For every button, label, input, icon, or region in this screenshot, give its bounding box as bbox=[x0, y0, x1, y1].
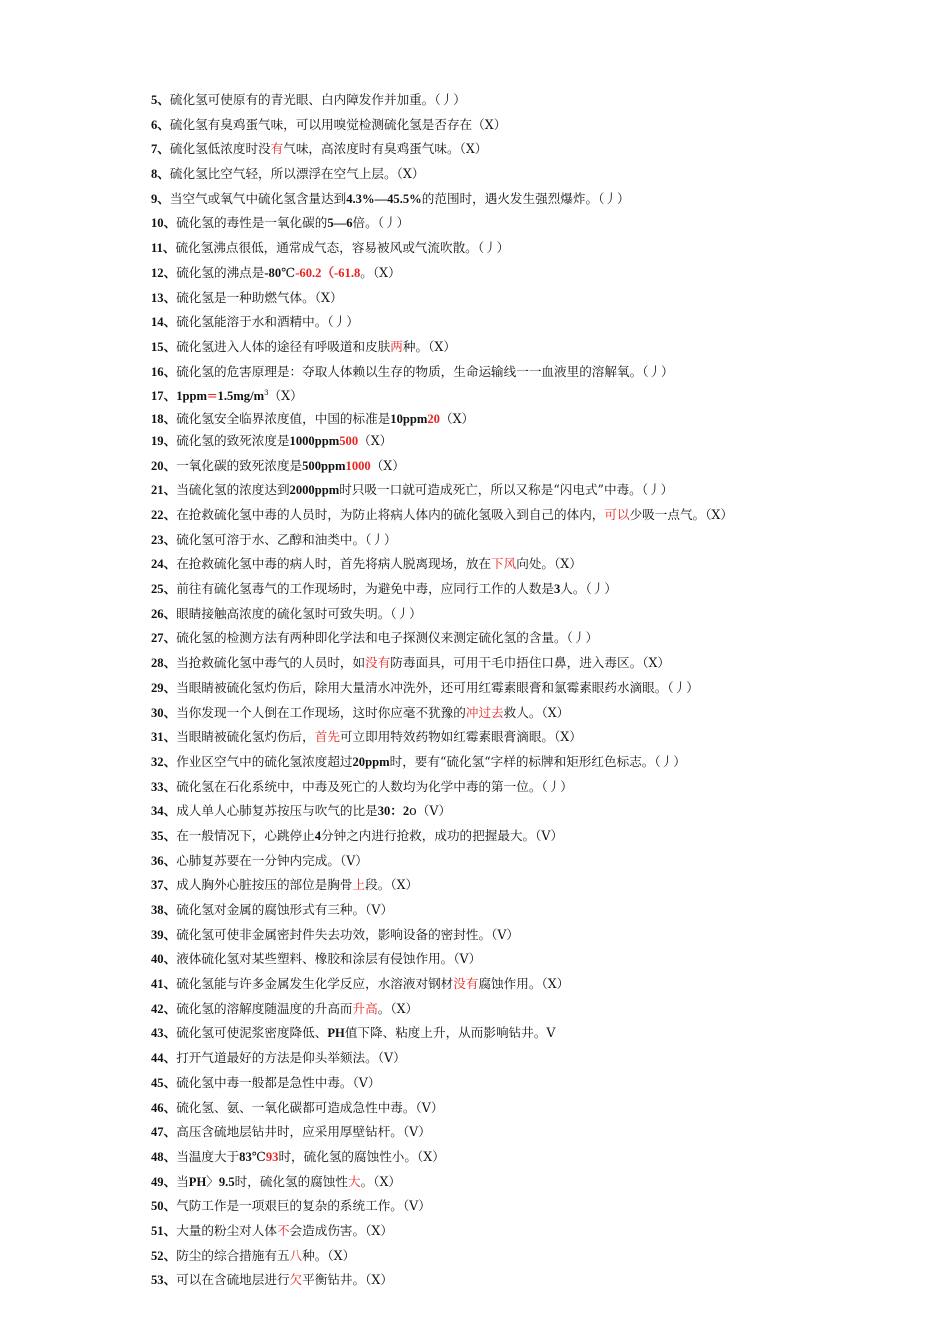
number-separator: 、 bbox=[163, 290, 177, 305]
question-item bbox=[151, 1071, 931, 1096]
question-number: 51 bbox=[151, 1223, 164, 1238]
correction-text: 冲过去 bbox=[465, 704, 504, 720]
question-number: 13 bbox=[151, 290, 164, 305]
question-text: 在一般情况下，心跳停止 bbox=[176, 827, 315, 843]
question-text: 会造成伤害。（X） bbox=[289, 1222, 393, 1238]
question-item bbox=[151, 384, 931, 409]
correction-text: 可以 bbox=[604, 507, 630, 522]
question-item bbox=[151, 750, 931, 775]
question-item bbox=[151, 997, 931, 1022]
question-text: 的范围时，遇火发生强烈爆炸。（丿） bbox=[421, 190, 630, 206]
number-separator: 、 bbox=[163, 339, 177, 354]
number-separator: 、 bbox=[163, 265, 177, 280]
question-text: （X） bbox=[370, 457, 405, 473]
question-number: 42 bbox=[151, 1001, 164, 1016]
question-text: 30：2 bbox=[377, 804, 410, 819]
question-text: 硫化氢在石化系统中，中毒及死亡的人数均为化学中毒的第一位。（丿） bbox=[176, 778, 573, 794]
question-text: 83 bbox=[239, 1149, 252, 1164]
question-item bbox=[151, 478, 931, 503]
question-number: 27 bbox=[151, 631, 164, 646]
question-text: 硫化氢中毒一般都是急性中毒。（V） bbox=[176, 1074, 381, 1090]
question-text: ℃ bbox=[281, 264, 296, 280]
question-item bbox=[151, 602, 931, 627]
question-item bbox=[151, 824, 931, 849]
number-separator: 、 bbox=[163, 927, 177, 942]
question-text: 。（X） bbox=[377, 1000, 419, 1016]
question-text: 硫化氢进入人体的途径有呼吸道和皮肤 bbox=[176, 338, 391, 354]
question-item bbox=[151, 187, 931, 212]
number-separator: 、 bbox=[163, 631, 177, 646]
question-number: 24 bbox=[151, 557, 164, 572]
question-text: 心肺复苏要在一分钟内完成。（V） bbox=[176, 852, 368, 868]
question-item bbox=[151, 1194, 931, 1219]
question-text: 当空气或氧气中硫化氢含量达到 bbox=[169, 190, 347, 206]
question-item bbox=[151, 310, 931, 335]
number-separator: 、 bbox=[163, 656, 177, 671]
question-text: 硫化氢可溶于水、乙醇和油类中。（丿） bbox=[176, 531, 397, 547]
question-number: 8 bbox=[151, 167, 158, 182]
number-separator: 、 bbox=[163, 433, 177, 448]
question-text: 人。（丿） bbox=[560, 581, 617, 597]
question-number: 21 bbox=[151, 483, 164, 498]
question-list bbox=[151, 88, 931, 1293]
question-item bbox=[151, 360, 931, 385]
question-text: 1000ppm bbox=[289, 433, 340, 448]
number-separator: 、 bbox=[162, 241, 176, 256]
question-text: 。（X） bbox=[360, 1173, 402, 1189]
question-text: 当你发现一个人倒在工作现场，这时你应毫不犹豫的 bbox=[176, 704, 466, 720]
question-number: 23 bbox=[151, 532, 164, 547]
question-text: 当眼睛被硫化氢灼伤后， bbox=[176, 729, 315, 745]
question-text: 前往有硫化氢毒气的工作现场时，为避免中毒，应同行工作的人数是 bbox=[176, 581, 554, 597]
number-separator: 、 bbox=[163, 804, 177, 819]
number-separator: 、 bbox=[163, 779, 177, 794]
number-separator: 、 bbox=[163, 389, 177, 404]
question-text: 10ppm bbox=[390, 411, 428, 426]
question-number: 7 bbox=[151, 142, 158, 157]
question-text: 硫化氢的毒性是一氧化碳的 bbox=[176, 215, 328, 231]
question-item bbox=[151, 113, 931, 138]
question-text: 大量的粉尘对人体 bbox=[176, 1222, 277, 1238]
question-number: 33 bbox=[151, 779, 164, 794]
question-item bbox=[151, 849, 931, 874]
correction-text: 有 bbox=[270, 141, 284, 157]
question-number: 20 bbox=[151, 458, 164, 473]
question-text: 时，硫化氢的腐蚀性 bbox=[234, 1173, 348, 1189]
question-number: 36 bbox=[151, 853, 164, 868]
question-text: 1ppm bbox=[176, 389, 207, 404]
number-separator: 、 bbox=[163, 557, 177, 572]
question-text: 值下降、粘度上升，从而影响钻井。V bbox=[344, 1025, 556, 1041]
number-separator: 、 bbox=[163, 680, 177, 695]
number-separator: 、 bbox=[163, 364, 177, 379]
question-number: 19 bbox=[151, 433, 164, 448]
question-text: 硫化氢是一种助燃气体。（X） bbox=[176, 289, 343, 305]
question-item bbox=[151, 552, 931, 577]
correction-text: = bbox=[206, 388, 218, 404]
number-separator: 、 bbox=[163, 754, 177, 769]
question-number: 40 bbox=[151, 952, 164, 967]
question-text: 硫化氢的致死浓度是 bbox=[176, 432, 290, 448]
question-text: 。（X） bbox=[360, 264, 401, 280]
correction-text: 八 bbox=[289, 1247, 303, 1263]
number-separator: 、 bbox=[163, 853, 177, 868]
question-text: ℃ bbox=[251, 1148, 266, 1164]
number-separator: 、 bbox=[163, 315, 177, 330]
question-item bbox=[151, 775, 931, 800]
question-number: 15 bbox=[151, 339, 164, 354]
question-text: 当硫化氢的浓度达到 bbox=[176, 482, 290, 498]
number-separator: 、 bbox=[163, 705, 177, 720]
number-separator: 、 bbox=[163, 1001, 177, 1016]
question-number: 37 bbox=[151, 878, 164, 893]
question-number: 35 bbox=[151, 828, 164, 843]
question-number: 14 bbox=[151, 315, 164, 330]
question-text: 时，要有“硫化氢“字样的标牌和矩形红色标志。（丿） bbox=[389, 753, 686, 769]
question-text: 硫化氢对金属的腐蚀形式有三种。（V） bbox=[176, 902, 394, 917]
question-text: 当眼睛被硫化氢灼伤后，除用大量清水冲洗外，还可用红霉素眼膏和氯霉素眼药水滴眼。（丿） bbox=[176, 679, 699, 695]
number-separator: 、 bbox=[163, 730, 177, 745]
question-text: 〉 bbox=[206, 1173, 219, 1189]
question-number: 17 bbox=[151, 389, 164, 404]
question-item bbox=[151, 1219, 931, 1244]
question-text: PH bbox=[327, 1026, 345, 1041]
question-number: 34 bbox=[151, 804, 164, 819]
question-text: 种。（X） bbox=[302, 1247, 356, 1263]
question-item bbox=[151, 88, 931, 113]
number-separator: 、 bbox=[163, 1125, 177, 1140]
question-item bbox=[151, 972, 931, 997]
question-text: 9.5 bbox=[218, 1174, 235, 1189]
correction-text: 下风 bbox=[491, 556, 517, 572]
number-separator: 、 bbox=[163, 508, 177, 522]
number-separator: 、 bbox=[163, 458, 177, 473]
question-text: 硫化氢安全临界浓度值，中国的标准是 bbox=[176, 410, 391, 426]
number-separator: 、 bbox=[157, 93, 170, 107]
question-item bbox=[151, 873, 931, 898]
question-number: 49 bbox=[151, 1174, 164, 1189]
correction-text: 首先 bbox=[314, 729, 340, 745]
question-item bbox=[151, 286, 931, 311]
question-text: 防毒面具，可用干毛巾捂住口鼻，进入毒区。（X） bbox=[390, 655, 671, 671]
question-text: 在抢救硫化氢中毒的人员时，为防止将病人体内的硫化氢吸入到自己的体内， bbox=[176, 507, 605, 522]
question-item bbox=[151, 528, 931, 553]
question-number: 44 bbox=[151, 1051, 164, 1066]
number-separator: 、 bbox=[163, 1199, 177, 1214]
number-separator: 、 bbox=[163, 1273, 177, 1288]
question-text: 救人。（X） bbox=[503, 704, 570, 720]
question-text: 硫化氢可使非金属密封件失去功效，影响设备的密封性。（V） bbox=[176, 926, 520, 942]
question-item bbox=[151, 898, 931, 923]
correction-text: 20 bbox=[427, 411, 440, 426]
question-text: 成人单人心肺复苏按压与吹气的比是 bbox=[176, 803, 378, 819]
number-separator: 、 bbox=[163, 606, 177, 621]
question-number: 31 bbox=[151, 730, 164, 745]
question-item bbox=[151, 577, 931, 602]
question-text: 气味，高浓度时有臭鸡蛋气味。（X） bbox=[283, 141, 488, 157]
correction-text: 上 bbox=[352, 877, 366, 893]
question-text: 硫化氢能溶于水和酒精中。（丿） bbox=[176, 314, 359, 330]
question-number: 5 bbox=[151, 93, 158, 107]
correction-text: 大 bbox=[347, 1173, 361, 1189]
question-item bbox=[151, 1046, 931, 1071]
question-item bbox=[151, 211, 931, 236]
question-text: 500ppm bbox=[302, 458, 346, 473]
number-separator: 、 bbox=[157, 117, 170, 132]
question-text: 当抢救硫化氢中毒气的人员时，如 bbox=[176, 655, 366, 671]
number-separator: 、 bbox=[157, 191, 170, 206]
question-item bbox=[151, 725, 931, 750]
question-item bbox=[151, 1096, 931, 1121]
correction-text: 不 bbox=[276, 1222, 290, 1238]
question-text: 打开气道最好的方法是仰头举颏法。（V） bbox=[176, 1050, 406, 1066]
question-item bbox=[151, 1244, 931, 1269]
question-number: 6 bbox=[151, 117, 158, 132]
question-number: 45 bbox=[151, 1075, 164, 1090]
question-number: 32 bbox=[151, 754, 164, 769]
question-number: 9 bbox=[151, 191, 158, 206]
number-separator: 、 bbox=[163, 483, 177, 498]
question-number: 10 bbox=[151, 216, 164, 231]
question-item bbox=[151, 236, 931, 261]
question-text: 3 bbox=[554, 582, 561, 597]
question-text: 少吸一点气。（X） bbox=[629, 507, 733, 522]
question-text: 平衡钻井。（X） bbox=[302, 1272, 393, 1288]
question-text: 向处。（X） bbox=[516, 556, 582, 572]
question-item bbox=[151, 676, 931, 701]
question-number: 22 bbox=[151, 508, 164, 522]
number-separator: 、 bbox=[163, 1075, 177, 1090]
question-item bbox=[151, 429, 931, 454]
question-text: 在抢救硫化氢中毒的病人时，首先将病人脱离现场，放在 bbox=[176, 556, 492, 572]
number-separator: 、 bbox=[163, 903, 177, 917]
question-text: 硫化氢沸点很低，通常成气态，容易被风或气流吹散。（丿） bbox=[175, 240, 510, 256]
number-separator: 、 bbox=[163, 532, 177, 547]
question-text: （X） bbox=[439, 410, 475, 426]
question-number: 52 bbox=[151, 1248, 164, 1263]
question-number: 28 bbox=[151, 656, 164, 671]
question-number: 29 bbox=[151, 680, 164, 695]
number-separator: 、 bbox=[163, 1223, 177, 1238]
question-text: 成人胸外心脏按压的部位是胸骨 bbox=[176, 877, 353, 893]
number-separator: 、 bbox=[163, 828, 177, 843]
number-separator: 、 bbox=[163, 1248, 177, 1263]
number-separator: 、 bbox=[163, 878, 177, 893]
question-text: 作业区空气中的硫化氢浓度超过 bbox=[176, 753, 353, 769]
question-text: 高压含硫地层钻井时，应采用厚壁钻杆。（V） bbox=[176, 1124, 431, 1140]
question-text: （X） bbox=[358, 432, 393, 448]
question-item bbox=[151, 137, 931, 162]
question-text: 一氧化碳的致死浓度是 bbox=[176, 457, 303, 473]
question-text: 硫化氢可使原有的青光眼、白内障发作并加重。（丿） bbox=[169, 92, 466, 107]
number-separator: 、 bbox=[163, 952, 177, 967]
question-text: 4 bbox=[314, 828, 322, 843]
question-text: 硫化氢可使泥浆密度降低、 bbox=[176, 1025, 328, 1041]
number-separator: 、 bbox=[163, 411, 177, 426]
question-text: 倍。（丿） bbox=[352, 215, 410, 231]
correction-text: 欠 bbox=[289, 1272, 303, 1288]
question-item bbox=[151, 409, 931, 429]
question-text: 5—6 bbox=[327, 216, 353, 231]
question-item bbox=[151, 503, 931, 528]
correction-text: 93 bbox=[265, 1149, 279, 1164]
question-text: 气防工作是一项艰巨的复杂的系统工作。（V） bbox=[176, 1198, 431, 1214]
question-text: 眼睛接触高浓度的硫化氢时可致失明。（丿） bbox=[176, 605, 422, 621]
question-text: 硫化氢、氨、一氧化碳都可造成急性中毒。（V） bbox=[176, 1099, 444, 1115]
question-number: 11 bbox=[151, 241, 163, 256]
correction-text: 1000 bbox=[345, 458, 371, 473]
number-separator: 、 bbox=[163, 1026, 177, 1041]
correction-text: 没有 bbox=[453, 976, 479, 992]
question-text: 防尘的综合措施有五 bbox=[176, 1247, 290, 1263]
number-separator: 、 bbox=[157, 167, 170, 182]
question-text: 可以在含硫地层进行 bbox=[176, 1272, 290, 1288]
correction-text: 两 bbox=[390, 338, 403, 354]
question-text: 2000ppm bbox=[289, 483, 340, 498]
question-text: 4.3%—45.5% bbox=[346, 191, 422, 206]
question-item bbox=[151, 626, 931, 651]
question-item bbox=[151, 799, 931, 824]
question-text: 硫化氢能与许多金属发生化学反应，水溶液对钢材 bbox=[176, 976, 454, 992]
question-number: 26 bbox=[151, 606, 164, 621]
question-text: 硫化氢的溶解度随温度的升高而 bbox=[176, 1000, 353, 1016]
question-item bbox=[151, 261, 931, 286]
question-number: 25 bbox=[151, 582, 164, 597]
question-text: 3 bbox=[264, 389, 269, 398]
question-text: 硫化氢比空气轻，所以漂浮在空气上层。（X） bbox=[169, 166, 425, 182]
question-text: 硫化氢的检测方法有两种即化学法和电子探测仪来测定硫化氢的含量。（丿） bbox=[176, 630, 599, 646]
correction-text: 没有 bbox=[365, 655, 391, 671]
question-text: 液体硫化氢对某些塑料、橡胶和涂层有侵蚀作用。（V） bbox=[176, 951, 482, 967]
number-separator: 、 bbox=[163, 1051, 177, 1066]
question-text: 硫化氢的沸点是 bbox=[176, 264, 265, 280]
question-item bbox=[151, 923, 931, 948]
question-text: （X） bbox=[268, 388, 303, 404]
question-number: 39 bbox=[151, 927, 164, 942]
question-item bbox=[151, 162, 931, 187]
number-separator: 、 bbox=[157, 142, 170, 157]
question-number: 43 bbox=[151, 1026, 164, 1041]
question-text: PH bbox=[188, 1174, 207, 1189]
number-separator: 、 bbox=[163, 582, 177, 597]
question-item bbox=[151, 1120, 931, 1145]
question-text: 时只吸一口就可造成死亡，所以又称是“闪电式”中毒。（丿） bbox=[339, 482, 674, 498]
question-item bbox=[151, 947, 931, 972]
question-number: 48 bbox=[151, 1149, 164, 1164]
question-number: 50 bbox=[151, 1199, 164, 1214]
question-item bbox=[151, 1145, 931, 1170]
correction-text: 500 bbox=[339, 433, 359, 448]
number-separator: 、 bbox=[163, 1100, 177, 1115]
question-text: 种。（X） bbox=[402, 338, 456, 354]
question-item bbox=[151, 1021, 931, 1046]
correction-text: 升高 bbox=[352, 1000, 378, 1016]
number-separator: 、 bbox=[163, 1149, 177, 1164]
question-item bbox=[151, 335, 931, 360]
question-text: 可立即用特效药物如红霉素眼膏滴眼。（X） bbox=[339, 729, 582, 745]
question-text: -80 bbox=[264, 265, 282, 280]
question-text: 硫化氢有臭鸡蛋气味，可以用嗅觉检测硫化氢是否存在（X） bbox=[169, 116, 507, 132]
number-separator: 、 bbox=[163, 216, 177, 231]
question-item bbox=[151, 454, 931, 479]
question-item bbox=[151, 1268, 931, 1293]
question-number: 41 bbox=[151, 977, 164, 992]
question-number: 12 bbox=[151, 265, 164, 280]
question-number: 47 bbox=[151, 1125, 164, 1140]
question-item bbox=[151, 651, 931, 676]
question-text: 1.5mg/m bbox=[217, 389, 265, 404]
question-text: 时，硫化氢的腐蚀性小。（X） bbox=[278, 1148, 445, 1164]
question-text: 分钟之内进行抢救，成功的把握最大。（V） bbox=[321, 827, 564, 843]
question-text: 当 bbox=[176, 1173, 189, 1189]
question-text: 段。（X） bbox=[365, 877, 419, 893]
question-number: 38 bbox=[151, 903, 164, 917]
question-number: 46 bbox=[151, 1100, 164, 1115]
correction-text: -60.2（-61.8 bbox=[295, 265, 361, 280]
question-number: 18 bbox=[151, 411, 164, 426]
question-item bbox=[151, 701, 931, 726]
question-number: 30 bbox=[151, 705, 164, 720]
question-text: 硫化氢的危害原理是：夺取人体赖以生存的物质，生命运输线一一血液里的溶解氧。（丿） bbox=[176, 363, 674, 379]
number-separator: 、 bbox=[163, 977, 177, 992]
question-text: 腐蚀作用。（X） bbox=[478, 976, 570, 992]
number-separator: 、 bbox=[163, 1174, 177, 1189]
question-text: o（V） bbox=[409, 803, 452, 819]
question-text: 20ppm bbox=[352, 754, 390, 769]
question-number: 16 bbox=[151, 364, 164, 379]
question-item bbox=[151, 1170, 931, 1195]
question-text: 硫化氢低浓度时没 bbox=[169, 141, 271, 157]
question-text: 当温度大于 bbox=[176, 1148, 240, 1164]
question-number: 53 bbox=[151, 1273, 164, 1288]
